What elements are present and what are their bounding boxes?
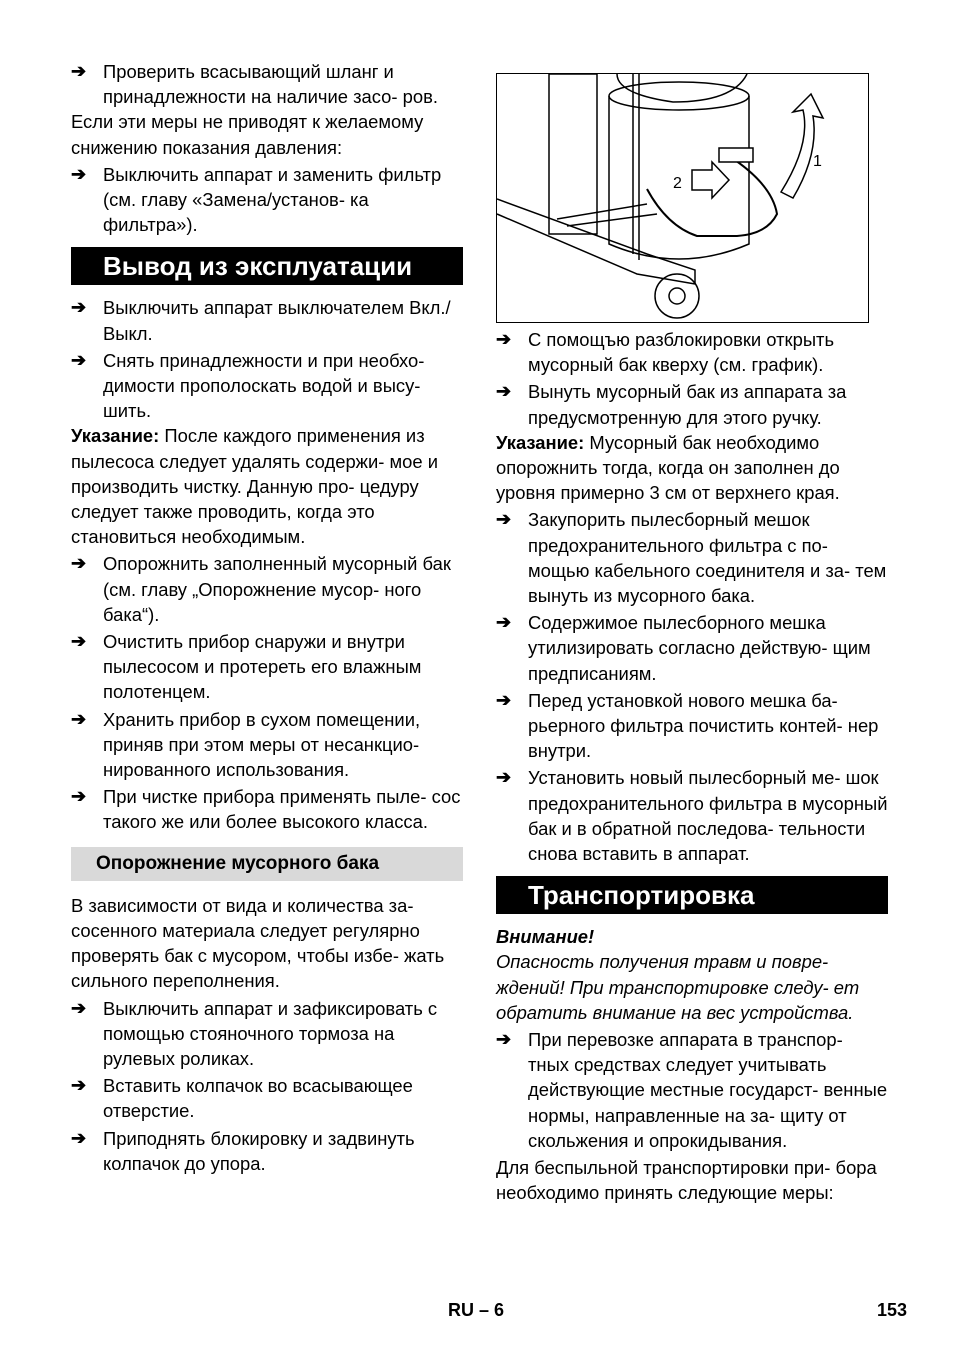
- list-item: [71, 1073, 463, 1123]
- warning-text: Опасность получения травм и повре- ждений! При транспортировке следу- ет обратить внимание на вес устройства.: [496, 951, 860, 1023]
- arrow-icon: ➔: [71, 997, 87, 1018]
- list-item: [71, 162, 463, 238]
- arrow-icon: ➔: [496, 612, 512, 633]
- arrow-icon: ➔: [71, 61, 87, 81]
- list-item: [496, 327, 888, 377]
- right-column: [496, 59, 888, 1206]
- list-item: [71, 59, 463, 109]
- arrow-icon: ➔: [71, 297, 87, 318]
- figure-label-2: 2: [673, 175, 682, 192]
- illustration-figure: [496, 73, 869, 323]
- arrow-icon: ➔: [496, 381, 512, 402]
- step-text: Выключить аппарат и зафиксировать с помощью стояночного тормоза на рулевых роликах.: [103, 997, 438, 1069]
- list-item: [71, 707, 463, 783]
- arrow-icon: ➔: [71, 786, 87, 807]
- list-item: [496, 507, 888, 608]
- step-text: Хранить прибор в сухом помещении, приняв при этом меры от несанкцио- нированного использования.: [103, 708, 421, 781]
- list-item: [71, 295, 463, 345]
- step-text: Приподнять блокировку и задвинуть колпачок до упора.: [103, 1127, 415, 1174]
- step-text: Вставить колпачок во всасывающее отверстие.: [103, 1075, 413, 1122]
- note-text: После каждого применения из пылесоса следует удалять содержи- мое и производить чистку. Данную про- цедуру следует также проводить, когда это становиться необходимым.: [71, 425, 438, 548]
- step-text: Перед установкой нового мешка ба- рьерного фильтра почистить контей- нер внутри.: [528, 689, 879, 762]
- list-item: [71, 996, 463, 1072]
- subsection-heading: Опорожнение мусорного бака: [71, 847, 463, 881]
- step-text: Опорожнить заполненный мусорный бак (см. главу „Опорожнение мусор- ного бака“).: [103, 553, 451, 625]
- step-text: Выключить аппарат выключателем Вкл./Выкл.: [103, 297, 451, 344]
- list-item: [71, 629, 463, 705]
- note-label: Указание:: [496, 431, 585, 453]
- list-item: [496, 610, 888, 686]
- paragraph: Если эти меры не приводят к желаемому снижению показания давления:: [71, 111, 424, 158]
- step-text: При перевозке аппарата в транспор- тных средствах следует учитывать действующие местные государст- венные нормы, направленные на за- щиту от скольжения и опрокидывания.: [528, 1029, 888, 1151]
- arrow-icon: ➔: [496, 509, 512, 530]
- arrow-icon: ➔: [496, 329, 512, 349]
- step-text: Снять принадлежности и при необхо- димости прополоскать водой и высу- шить.: [103, 349, 425, 422]
- arrow-icon: ➔: [71, 163, 87, 184]
- step-text: С помощъю разблокировки открыть мусорный бак кверху (см. график).: [528, 329, 835, 376]
- arrow-icon: ➔: [71, 708, 87, 729]
- section-heading: Транспортировка: [496, 876, 888, 914]
- step-text: Очистить прибор снаружи и внутри пылесосом и протереть его влажным полотенцем.: [103, 631, 422, 703]
- paragraph: Для беспыльной транспортировки при- бора необходимо принять следующие меры:: [496, 1157, 877, 1204]
- arrow-icon: ➔: [71, 553, 87, 574]
- list-item: [496, 688, 888, 764]
- step-text: Содержимое пылесборного мешка утилизировать согласно действую- щим предписаниям.: [528, 612, 871, 684]
- dust-container-illustration: [497, 74, 869, 323]
- arrow-icon: ➔: [496, 767, 512, 788]
- list-item: [496, 765, 888, 866]
- note-paragraph: [71, 423, 463, 549]
- arrow-icon: ➔: [496, 1029, 512, 1050]
- left-column: [71, 59, 463, 1176]
- list-item: [71, 348, 463, 424]
- step-text: Проверить всасывающий шланг и принадлежности на наличие засо- ров.: [103, 61, 438, 108]
- step-text: Выключить аппарат и заменить фильтр (см. главу «Замена/установ- ка фильтра»).: [103, 163, 442, 236]
- warning-label: Внимание!: [496, 926, 595, 948]
- list-item: [71, 551, 463, 627]
- footer-language-page: RU – 6: [448, 1300, 505, 1320]
- arrow-icon: ➔: [71, 349, 87, 370]
- step-text: Установить новый пылесборный ме- шок предохранительного фильтра в мусорный бак и в обратной последова- тельности снова вставить в аппарат.: [528, 767, 888, 865]
- arrow-icon: ➔: [496, 689, 512, 710]
- note-label: Указание:: [71, 425, 160, 447]
- step-text: Закупорить пылесборный мешок предохранительного фильтра с по- мощью кабельного соединителя и за- тем вынуть из мусорного бака.: [528, 509, 887, 607]
- list-item: [496, 379, 888, 429]
- step-text: Вынуть мусорный бак из аппарата за предусмотренную для этого ручку.: [528, 381, 847, 428]
- section-heading: Вывод из эксплуатации: [71, 247, 463, 285]
- footer-page-number: 153: [877, 1300, 908, 1320]
- figure-label-1: 1: [813, 153, 822, 170]
- arrow-icon: ➔: [71, 1127, 87, 1148]
- list-item: [496, 1027, 888, 1153]
- list-item: [71, 1126, 463, 1176]
- note-paragraph: [496, 430, 888, 506]
- list-item: [71, 784, 463, 834]
- arrow-icon: ➔: [71, 1075, 87, 1096]
- step-text: При чистке прибора применять пыле- сос такого же или более высокого класса.: [103, 786, 461, 833]
- arrow-icon: ➔: [71, 631, 87, 652]
- note-text: Мусорный бак необходимо опорожнить тогда, когда он заполнен до уровня примерно 3 см от верхнего края.: [496, 431, 840, 504]
- paragraph: В зависимости от вида и количества за- сосенного материала следует регулярно проверять бак с мусором, чтобы избе- жать сильного переполнения.: [71, 894, 445, 992]
